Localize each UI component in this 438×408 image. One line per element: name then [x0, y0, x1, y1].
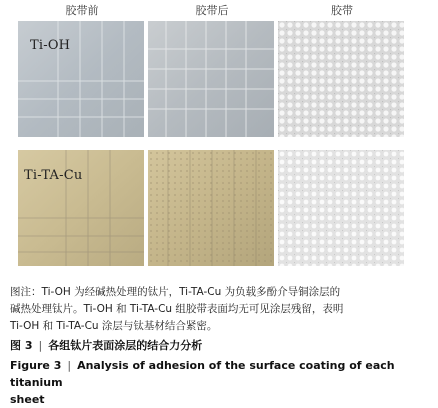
row-label-ti-ta-cu: Ti-TA-Cu — [24, 168, 83, 183]
figure-label-en: Figure 3 — [10, 359, 62, 372]
column-header-tape: 胶带 — [331, 4, 353, 17]
title-separator-en: | — [67, 359, 72, 372]
title-separator: | — [38, 339, 43, 352]
figure-title-cn — [10, 338, 430, 354]
figure-title-en-line-2: sheet — [10, 393, 45, 406]
figure-title-cn-text: 各组钛片表面涂层的结合力分析 — [48, 339, 203, 352]
figure-caption-line-3: Ti-OH 和 Ti-TA-Cu 涂层与钛基材结合紧密。 — [10, 320, 218, 332]
figure-caption-line-1: 图注：Ti-OH 为经碱热处理的钛片，Ti-TA-Cu 为负载多酚介导铜涂层的 — [10, 286, 341, 298]
figure-title-en-line-1: Analysis of adhesion of the surface coating of each titanium — [10, 359, 395, 389]
ti-oh-after-photo — [148, 21, 274, 137]
ti-ta-cu-tape-photo — [278, 150, 404, 266]
figure-label-cn: 图 3 — [10, 339, 33, 352]
column-header-after: 胶带后 — [195, 4, 229, 17]
row-label-ti-oh: Ti-OH — [30, 38, 71, 53]
ti-oh-tape-photo — [278, 21, 404, 137]
figure-title-en — [10, 357, 430, 408]
ti-ta-cu-after-photo — [148, 150, 274, 266]
figure-caption-line-2: 碱热处理钛片。Ti-OH 和 Ti-TA-Cu 组胶带表面均无可见涂层残留，表明 — [10, 303, 344, 315]
column-header-before: 胶带前 — [65, 4, 99, 17]
